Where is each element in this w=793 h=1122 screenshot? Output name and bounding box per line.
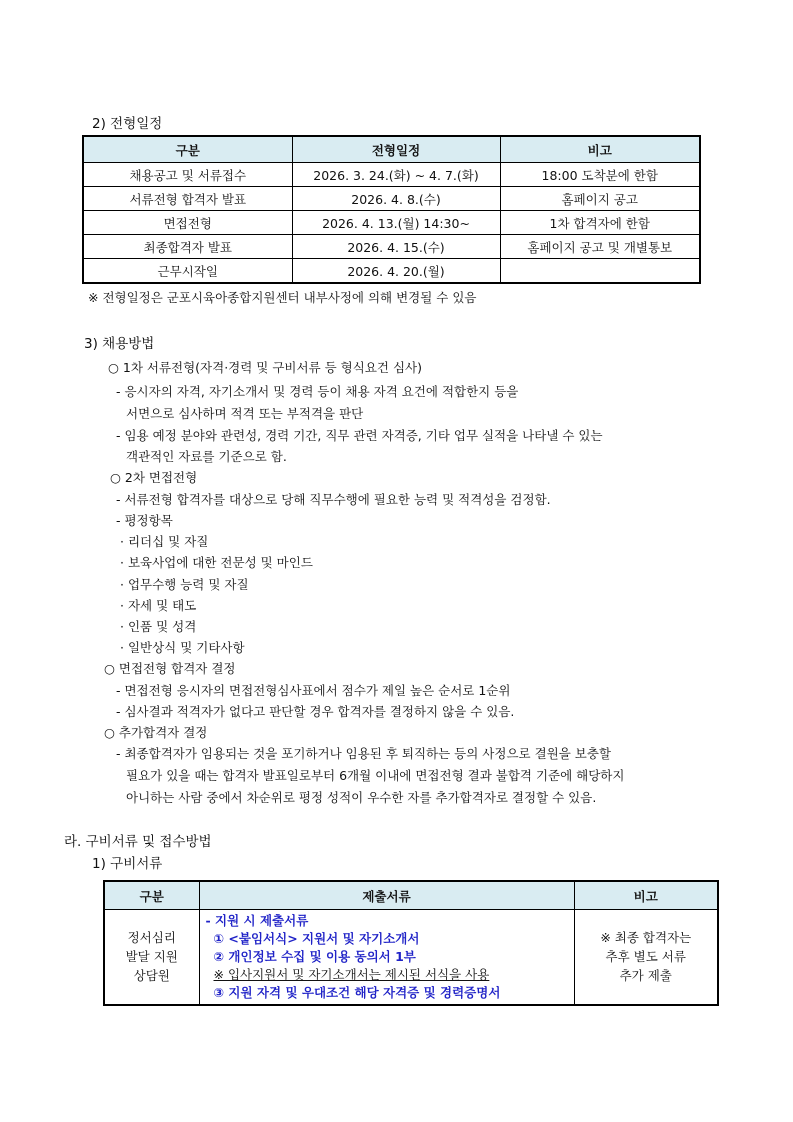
table-row [83, 187, 700, 211]
table-cell [500, 259, 700, 284]
method-line: · 업무수행 능력 및 자질 [120, 577, 249, 592]
method-line: - 평정항목 [116, 513, 173, 528]
table-cell: 2026. 4. 20.(월) [292, 259, 500, 284]
table-row [83, 259, 700, 284]
method-heading: 3) 채용방법 [84, 336, 155, 352]
documents-section-title: 라. 구비서류 및 접수방법 [64, 834, 212, 850]
method-line: 서면으로 심사하며 적격 또는 부적격을 판단 [126, 406, 364, 421]
method-line: - 임용 예정 분야와 관련성, 경력 기간, 직무 관련 자격증, 기타 업무 실적을 나타낼 수 있는 [116, 428, 603, 443]
method-line: · 일반상식 및 기타사항 [120, 640, 245, 655]
schedule-header-remark: 비고 [500, 136, 700, 163]
table-cell: 홈페이지 공고 [500, 187, 700, 211]
schedule-header-date: 전형일정 [292, 136, 500, 163]
table-row [83, 235, 700, 259]
schedule-header-category: 구분 [83, 136, 292, 163]
documents-header-remark: 비고 [574, 881, 718, 910]
documents-items-cell [199, 910, 574, 1005]
document-item: - 지원 시 제출서류 [205, 913, 309, 929]
document-note: ※ 입사지원서 및 자기소개서는 제시된 서식을 사용 [213, 967, 490, 983]
schedule-note: ※ 전형일정은 군포시육아종합지원센터 내부사정에 의해 변경될 수 있음 [88, 290, 477, 305]
documents-header-category: 구분 [104, 881, 199, 910]
document-item: ③ 지원 자격 및 우대조건 해당 자격증 및 경력증명서 [213, 985, 501, 1001]
method-line: · 인품 및 성격 [120, 619, 197, 634]
method-line: 필요가 있을 때는 합격자 발표일로부터 6개월 이내에 면접전형 결과 불합격 기준에 해당하지 [126, 768, 625, 783]
documents-remark-cell [574, 910, 718, 1005]
remark-line: 추가 제출 [619, 968, 672, 984]
category-line: 상담원 [133, 968, 170, 984]
table-cell: 1차 합격자에 한함 [500, 211, 700, 235]
table-cell: 근무시작일 [83, 259, 292, 284]
table-cell: 서류전형 합격자 발표 [83, 187, 292, 211]
table-cell: 2026. 4. 8.(수) [292, 187, 500, 211]
table-row [104, 910, 718, 1005]
category-line: 정서심리 [127, 930, 176, 946]
method-line: - 심사결과 적격자가 없다고 판단할 경우 합격자를 결정하지 않을 수 있음. [116, 704, 515, 719]
table-cell: 2026. 4. 13.(월) 14:30~ [292, 211, 500, 235]
documents-heading: 1) 구비서류 [92, 856, 163, 872]
document-item: ① <붙임서식> 지원서 및 자기소개서 [213, 931, 420, 947]
method-line: · 리더십 및 자질 [120, 534, 209, 549]
table-cell: 2026. 4. 15.(수) [292, 235, 500, 259]
method-line: - 최종합격자가 임용되는 것을 포기하거나 임용된 후 퇴직하는 등의 사정으로 결원을 보충할 [116, 746, 611, 761]
table-cell: 채용공고 및 서류접수 [83, 163, 292, 187]
documents-table [103, 880, 719, 1006]
table-cell: 최종합격자 발표 [83, 235, 292, 259]
method-line: - 응시자의 자격, 자기소개서 및 경력 등이 채용 자격 요건에 적합한지 등을 [116, 384, 519, 399]
documents-header-docs: 제출서류 [199, 881, 574, 910]
table-cell: 2026. 3. 24.(화) ~ 4. 7.(화) [292, 163, 500, 187]
table-cell: 홈페이지 공고 및 개별통보 [500, 235, 700, 259]
documents-header-row [104, 881, 718, 910]
documents-category-cell [104, 910, 199, 1005]
remark-line: 추후 별도 서류 [605, 949, 686, 965]
method-line: ○ 면접전형 합격자 결정 [104, 661, 236, 676]
method-line: ○ 1차 서류전형(자격·경력 및 구비서류 등 형식요건 심사) [108, 360, 422, 375]
schedule-header-row [83, 136, 700, 163]
method-line: - 면접전형 응시자의 면접전형심사표에서 점수가 제일 높은 순서로 1순위 [116, 683, 511, 698]
document-item: ② 개인정보 수집 및 이용 동의서 1부 [213, 949, 416, 965]
table-row [83, 163, 700, 187]
method-line: · 보육사업에 대한 전문성 및 마인드 [120, 555, 313, 570]
table-row [83, 211, 700, 235]
category-line: 발달 지원 [125, 949, 178, 965]
schedule-table [82, 135, 701, 284]
remark-line: ※ 최종 합격자는 [600, 930, 692, 946]
method-line: ○ 2차 면접전형 [110, 470, 198, 485]
table-cell: 면접전형 [83, 211, 292, 235]
method-line: - 서류전형 합격자를 대상으로 당해 직무수행에 필요한 능력 및 적격성을 검정함. [116, 492, 551, 507]
schedule-heading: 2) 전형일정 [92, 116, 163, 132]
method-line: ○ 추가합격자 결정 [104, 725, 208, 740]
method-line: 객관적인 자료를 기준으로 함. [126, 449, 287, 464]
table-cell: 18:00 도착분에 한함 [500, 163, 700, 187]
method-line: 아니하는 사람 중에서 차순위로 평정 성적이 우수한 자를 추가합격자로 결정할 수 있음. [126, 790, 597, 805]
method-line: · 자세 및 태도 [120, 598, 197, 613]
